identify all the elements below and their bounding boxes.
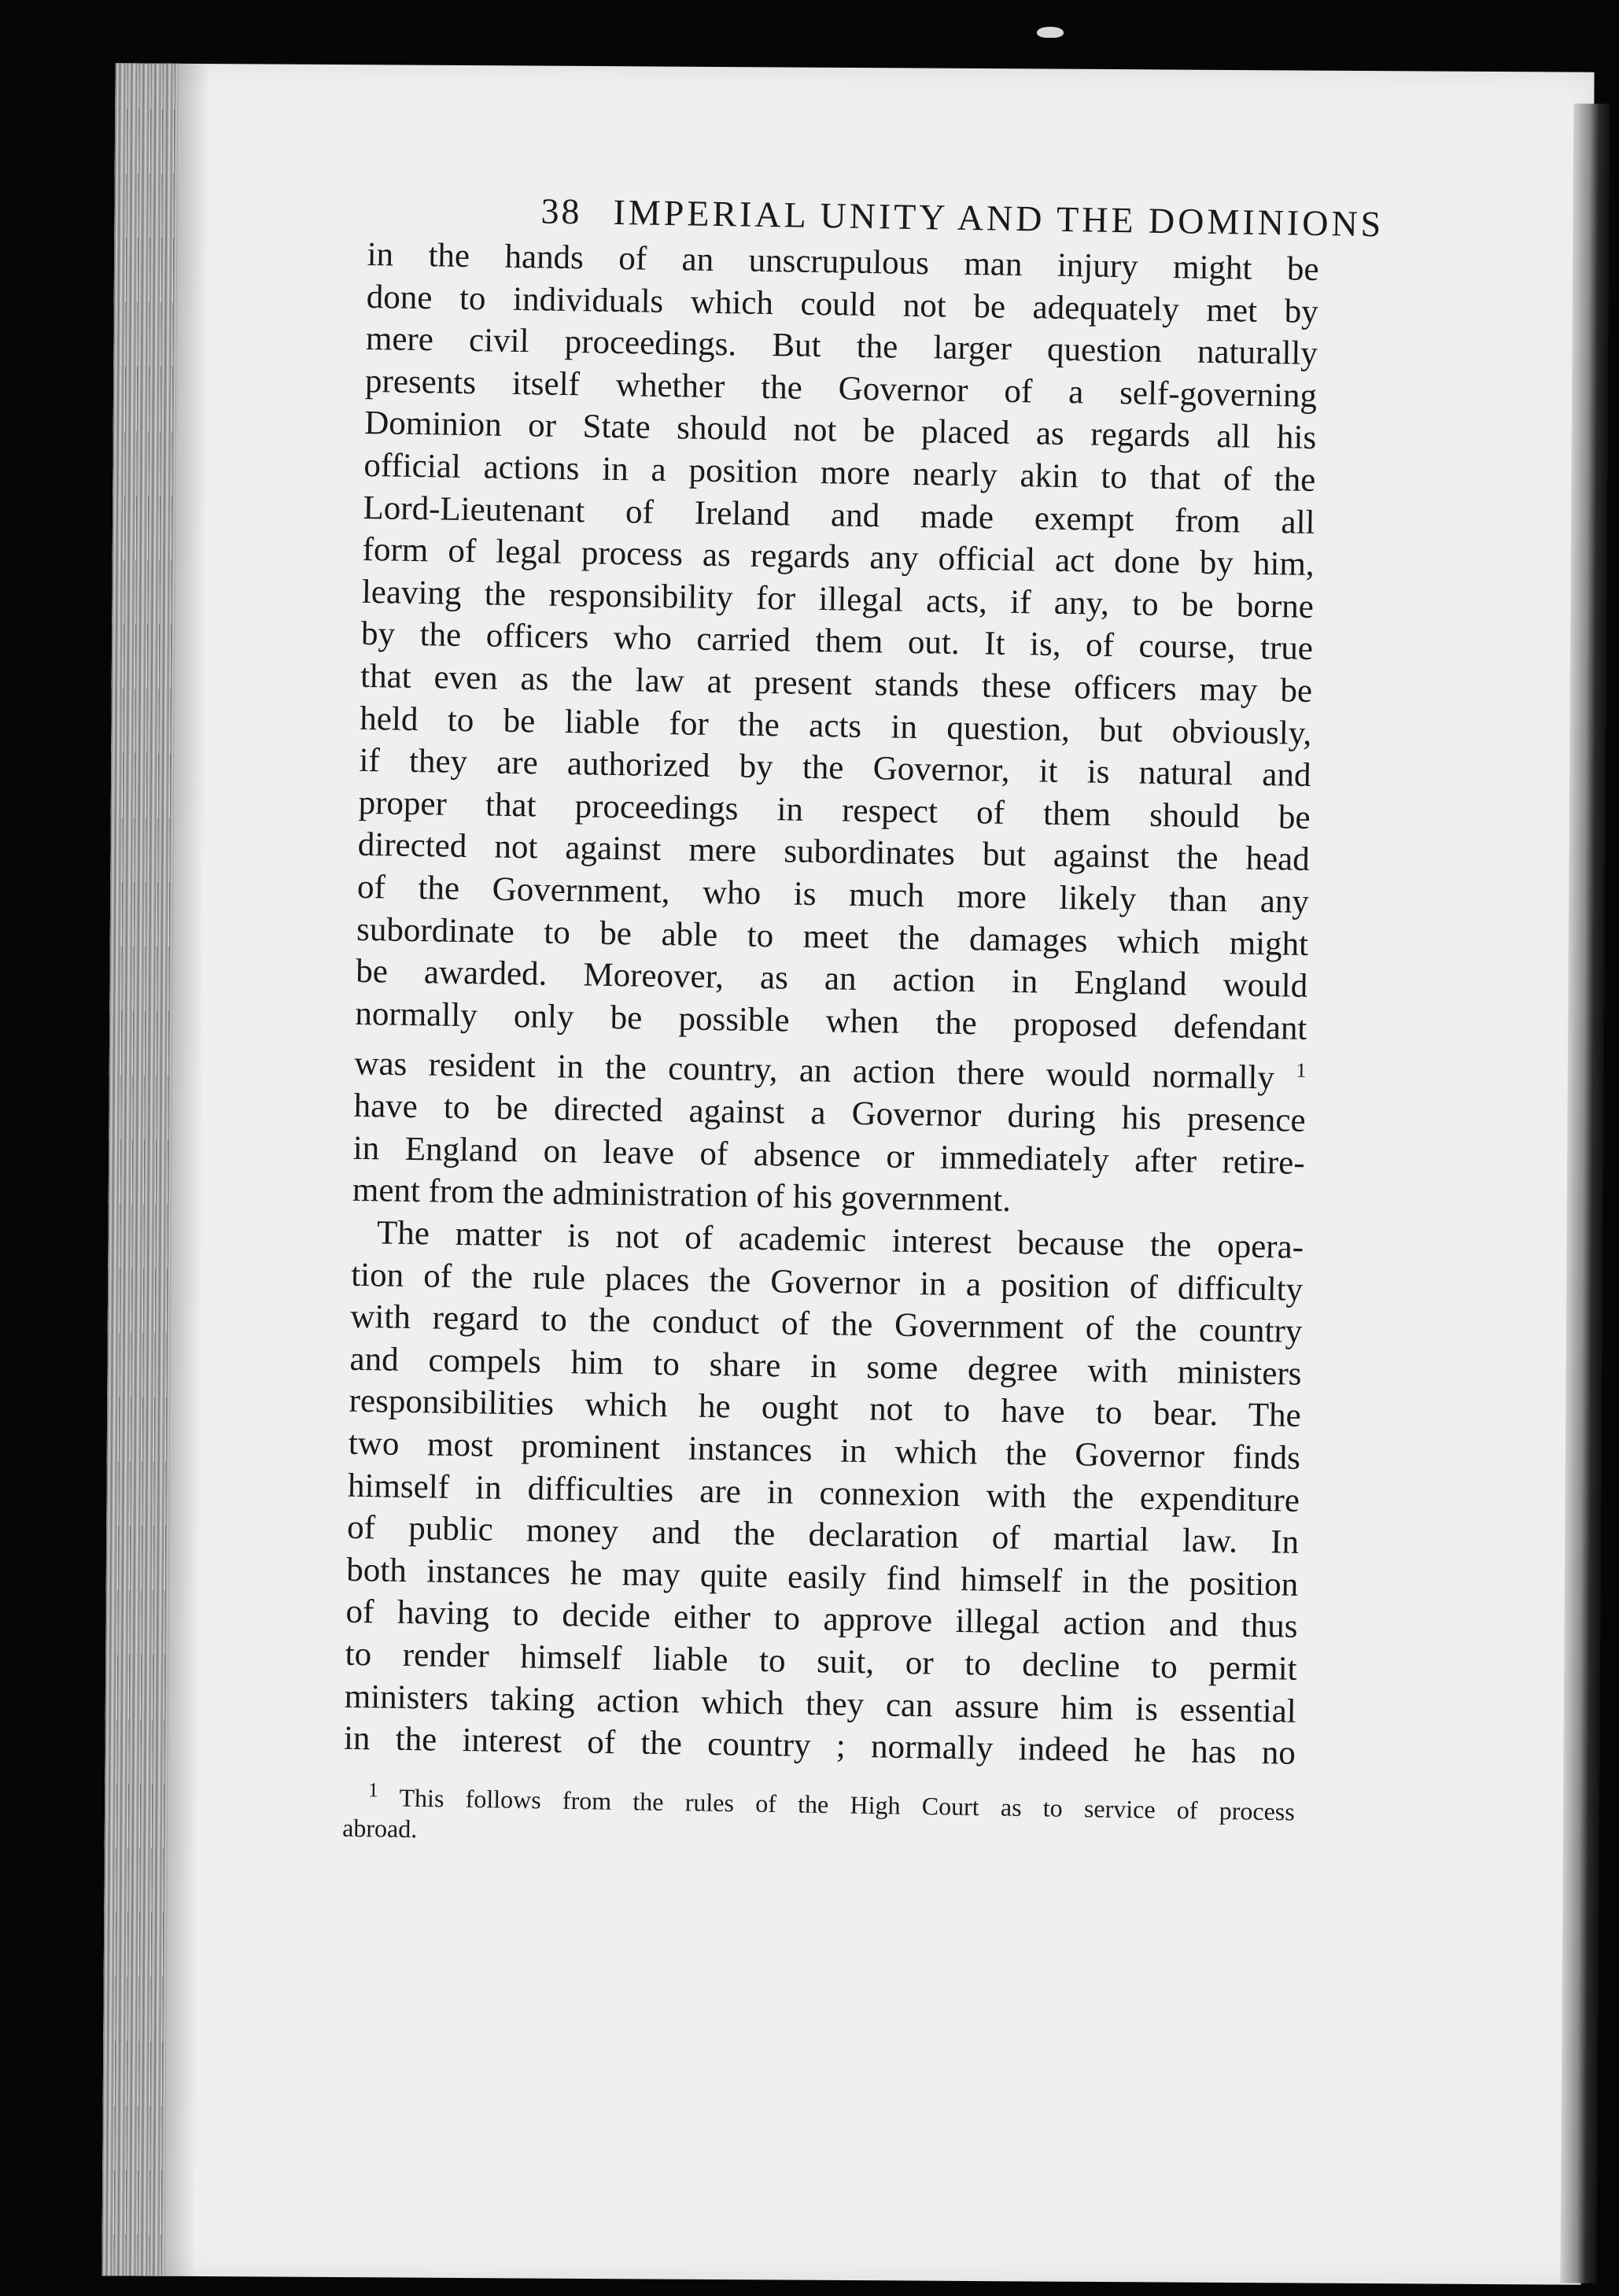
text-line: both instances he may quite easily find himself in the position: [346, 1551, 1299, 1604]
text-line: held to be liable for the acts in question, but obviously,: [360, 700, 1312, 752]
text-line: have to be directed against a Governor during his presence: [353, 1087, 1306, 1140]
text-line: Lord-Lieutenant of Ireland and made exempt from all: [363, 489, 1315, 541]
page-edges-gutter: [101, 63, 178, 2276]
text-line: proper that proceedings in respect of them should be: [358, 784, 1311, 836]
text-line: by the officers who carried them out. It is, of course, true: [360, 615, 1314, 668]
text-line: of the Government, who is much more likely than any: [356, 868, 1310, 921]
text-line: Dominion or State should not be placed as regards all his: [363, 404, 1317, 457]
text-line: responsibilities which he ought not to have to bear. The: [349, 1382, 1301, 1435]
text-line: tion of the rule places the Governor in a position of difficulty: [350, 1256, 1304, 1309]
text-line: normally only be possible when the proposed defendant: [355, 995, 1307, 1047]
page-text-block: [342, 187, 1454, 1861]
text-line: ministers taking action which they can assure him is essential: [344, 1678, 1297, 1730]
text-line: mere civil proceedings. But the larger question naturally: [365, 320, 1318, 373]
text-line: ment from the administration of his government.: [352, 1172, 1012, 1220]
text-line: if they are authorized by the Governor, it is natural and: [359, 742, 1311, 795]
text-line: in the hands of an unscrupulous man injury might be: [367, 235, 1319, 288]
paragraph-2: [344, 1212, 1438, 1777]
scan-artifact-mark: [1037, 27, 1064, 38]
text-line: presents itself whether the Governor of a self-governing: [364, 362, 1318, 415]
text-line: himself in difficulties are in connexion with the expenditure: [347, 1467, 1300, 1519]
text-line: that even as the law at present stands these officers may be: [360, 657, 1313, 710]
page-number: 38: [540, 190, 582, 232]
paragraph-1: [352, 234, 1453, 1229]
text-line: and compels him to share in some degree with ministers: [349, 1340, 1302, 1393]
text-line: of having to decide either to approve illegal action and thus: [345, 1593, 1298, 1646]
footnote-marker: 1: [367, 1777, 379, 1802]
text-line: form of legal process as regards any official act done by him,: [362, 531, 1315, 584]
text-line-content: was resident in the country, an action there would normally: [354, 1045, 1275, 1097]
text-line: done to individuals which could not be adequately met by: [366, 278, 1319, 330]
running-head-title: IMPERIAL UNITY AND THE DOMINIONS: [613, 191, 1385, 245]
footnote-line: abroad.: [341, 1814, 418, 1844]
text-line: subordinate to be able to meet the damages which might: [356, 910, 1309, 963]
footnote-ref-marker: 1: [1296, 1058, 1307, 1083]
text-line: official actions in a position more nearly akin to that of the: [363, 446, 1316, 499]
text-line: leaving the responsibility for illegal acts, if any, to be borne: [361, 573, 1315, 626]
text-line: two most prominent instances in which the Governor finds: [348, 1424, 1301, 1477]
text-line: be awarded. Moreover, as an action in England would: [355, 952, 1308, 1005]
text-line: of public money and the declaration of martial law. In: [346, 1508, 1300, 1561]
text-line: with regard to the conduct of the Government of the country: [350, 1297, 1303, 1350]
text-line: to render himself liable to suit, or to decline to permit: [345, 1635, 1297, 1688]
footnote-text: This follows from the rules of the High Court as to service of process: [399, 1783, 1296, 1826]
text-line: in the interest of the country ; normally indeed he has no: [343, 1719, 1296, 1772]
text-line: The matter is not of academic interest because the opera-: [376, 1214, 1304, 1266]
text-line: directed not against mere subordinates but against the head: [357, 826, 1311, 879]
footnote: [342, 1774, 1295, 1859]
text-line: in England on leave of absence or immediately after retire-: [352, 1129, 1306, 1182]
